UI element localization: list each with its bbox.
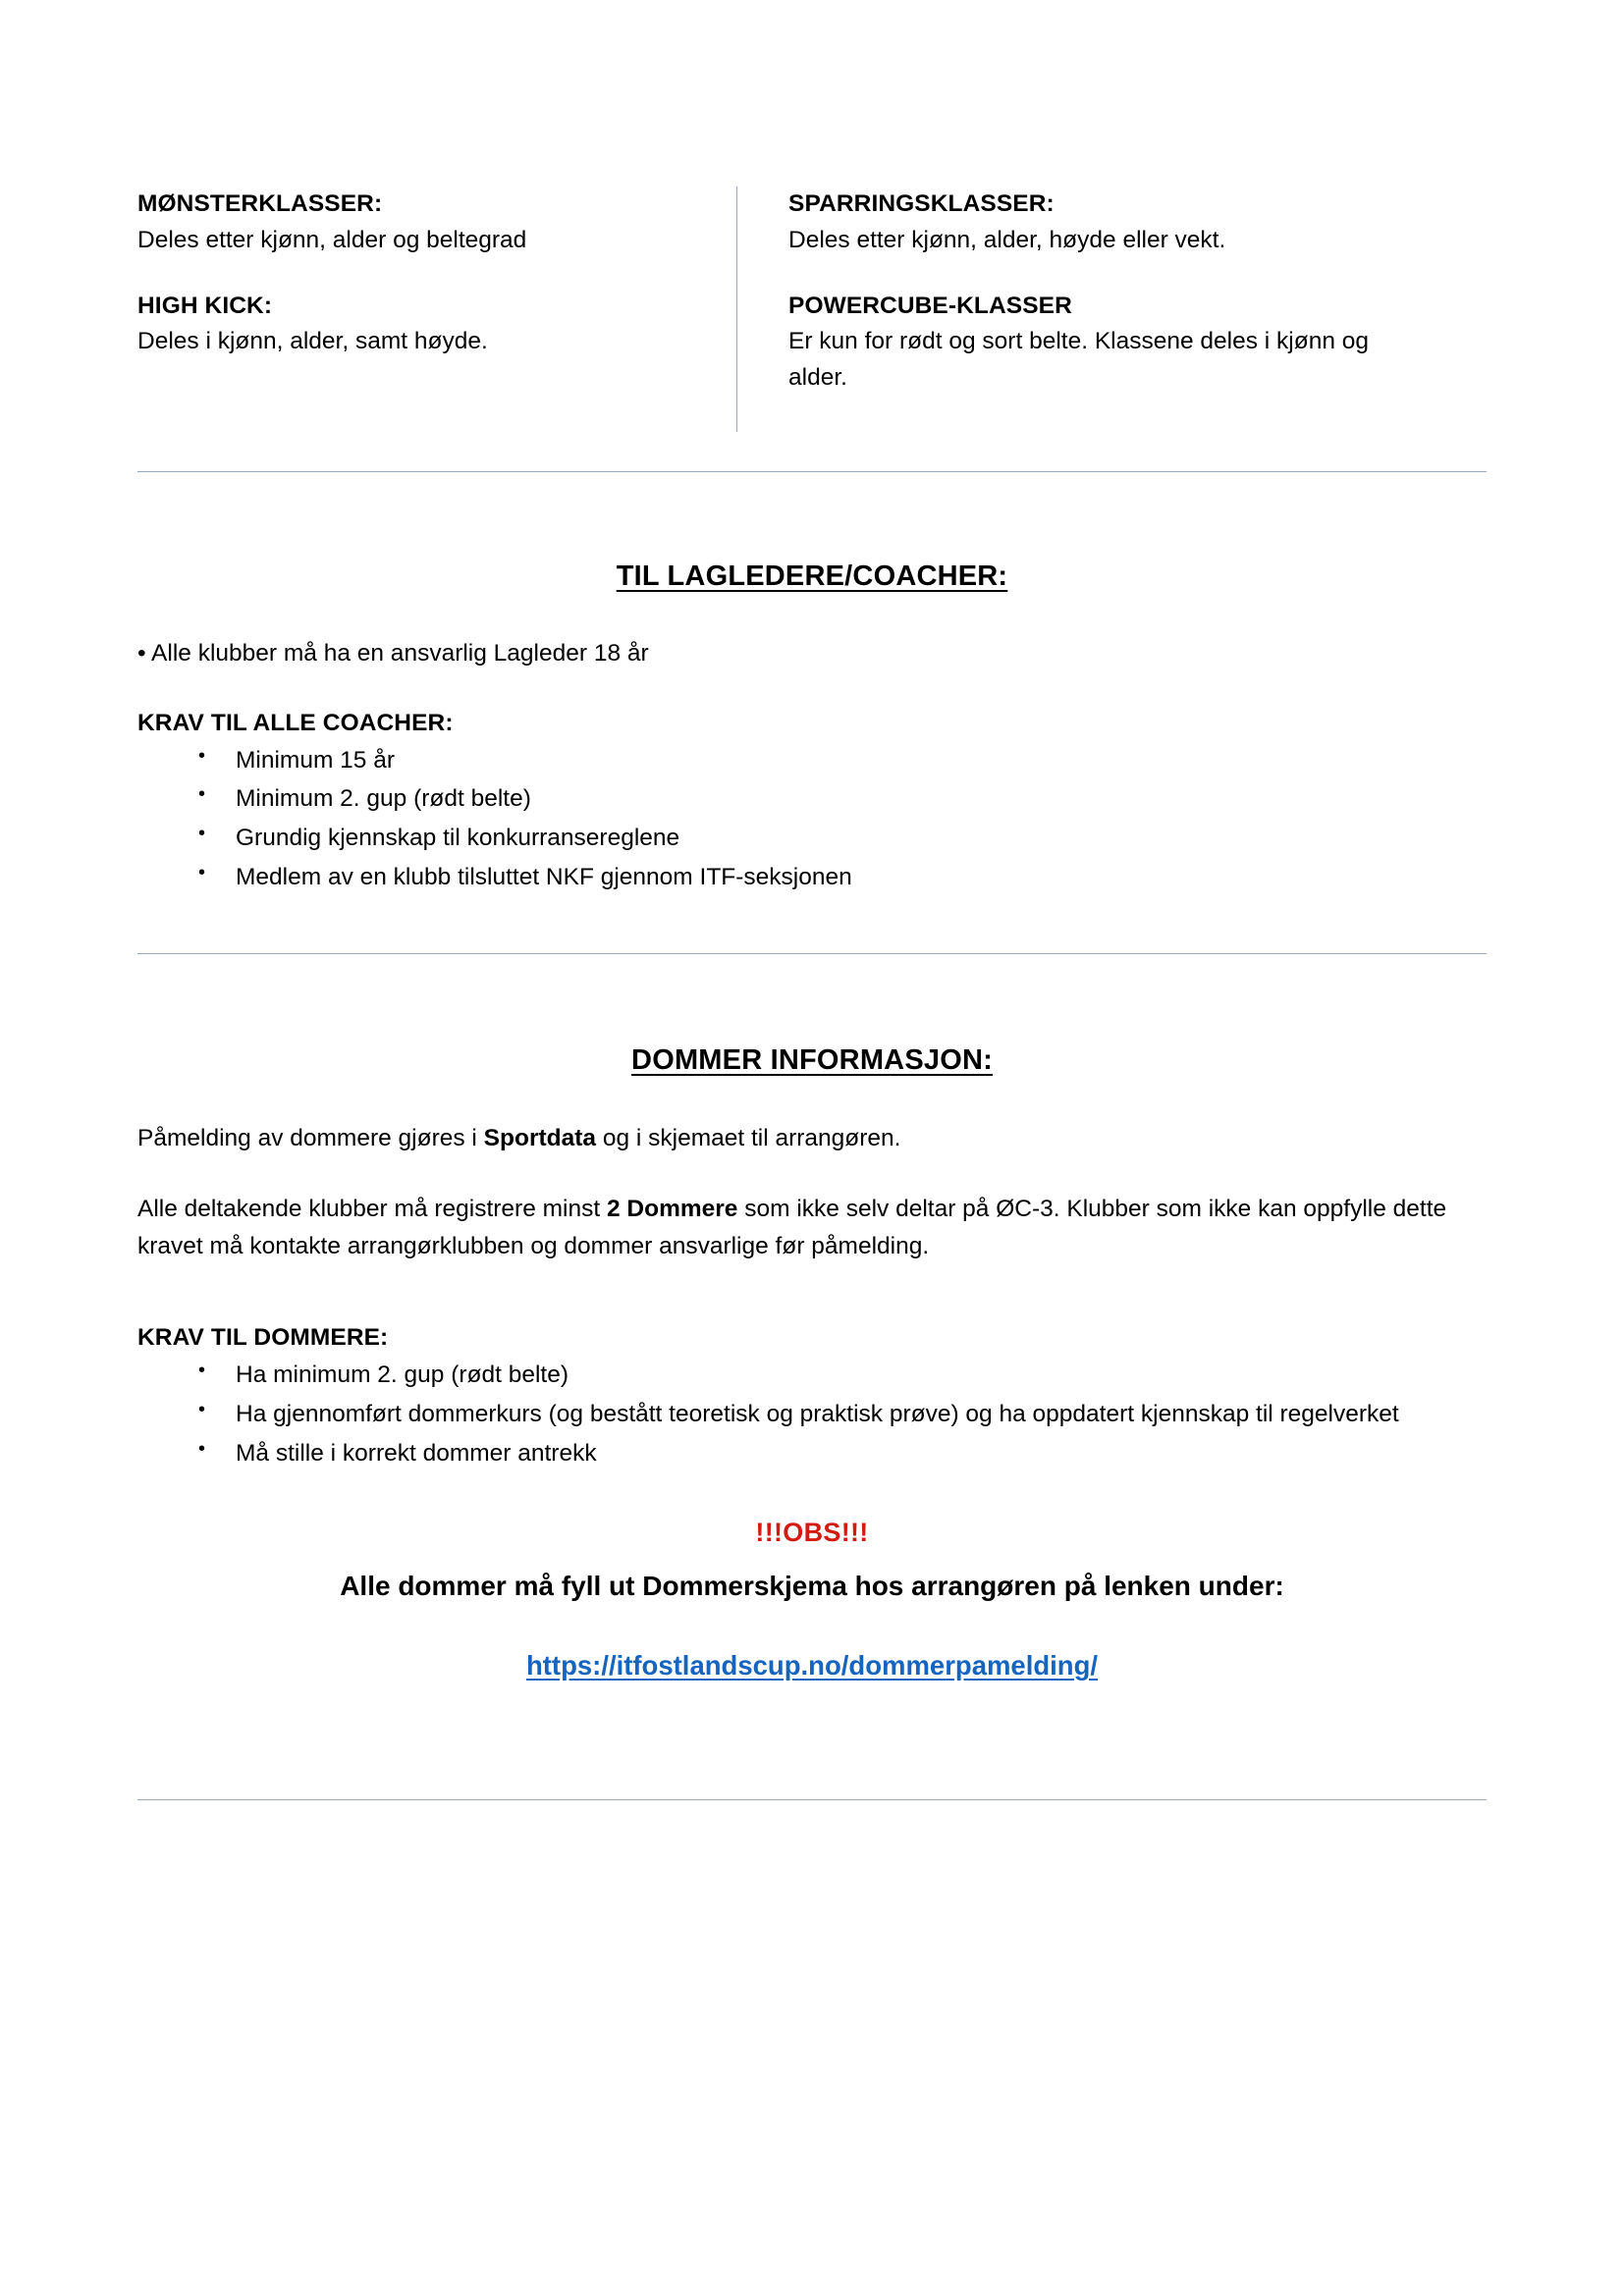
list-item: • Minimum 2. gup (rødt belte) bbox=[236, 780, 1487, 818]
monsterklasser-heading: MØNSTERKLASSER: bbox=[137, 190, 383, 217]
sparringsklasser-heading: SPARRINGSKLASSER: bbox=[788, 190, 1055, 217]
obs-subtext: Alle dommer må fyll ut Dommerskjema hos arrangøren på lenken under: bbox=[340, 1570, 1284, 1601]
coaches-requirements-heading: KRAV TIL ALLE COACHER: bbox=[137, 709, 454, 736]
coaches-requirements-list bbox=[137, 742, 1487, 897]
divider-after-classes bbox=[137, 471, 1487, 472]
obs-warning: !!!OBS!!! bbox=[755, 1517, 869, 1547]
coaches-title: TIL LAGLEDERE/COACHER: bbox=[616, 561, 1008, 592]
high-kick-heading: HIGH KICK: bbox=[137, 292, 273, 319]
referees-title: DOMMER INFORMASJON: bbox=[631, 1044, 993, 1077]
referees-requirements-heading: KRAV TIL DOMMERE: bbox=[137, 1324, 389, 1352]
referees-paragraph-1 bbox=[137, 1120, 1487, 1157]
list-item: • Medlem av en klubb tilsluttet NKF gjennom ITF-seksjonen bbox=[236, 859, 1487, 896]
sparringsklasser-text: Deles etter kjønn, alder, høyde eller vekt. bbox=[788, 226, 1226, 253]
monsterklasser-text: Deles etter kjønn, alder og beltegrad bbox=[137, 226, 527, 253]
class-group-monsterklasser bbox=[137, 187, 707, 259]
referees-para1-post: og i skjemaet til arrangøren. bbox=[596, 1125, 901, 1152]
class-group-high-kick bbox=[137, 289, 707, 361]
list-item: • Ha minimum 2. gup (rødt belte) bbox=[236, 1357, 1487, 1394]
referees-para1-pre: Påmelding av dommere gjøres i bbox=[137, 1125, 484, 1152]
list-item: • Grundig kjennskap til konkurransereglene bbox=[236, 820, 1487, 857]
powercube-text: Er kun for rødt og sort belte. Klassene deles i kjønn og alder. bbox=[788, 328, 1370, 391]
powercube-heading: POWERCUBE-KLASSER bbox=[788, 292, 1072, 319]
list-item: • Ha gjennomført dommerkurs (og bestått teoretisk og praktisk prøve) og ha oppdatert kjennskap til regelverket bbox=[236, 1396, 1487, 1433]
referee-form-link-wrapper bbox=[137, 1650, 1487, 1682]
class-group-powercube bbox=[788, 289, 1424, 397]
class-info-block bbox=[137, 187, 1487, 465]
coaches-intro-bullet: • Alle klubber må ha en ansvarlig Lagleder 18 år bbox=[137, 640, 649, 667]
divider-after-coaches bbox=[137, 953, 1487, 954]
class-column-right bbox=[736, 187, 1424, 432]
referees-para1-bold: Sportdata bbox=[483, 1125, 597, 1152]
coaches-section bbox=[137, 561, 1487, 896]
referees-para2-post: som ikke selv deltar på ØC-3. Klubber som ikke kan oppfylle dette kravet må kontakte arrangørklubben og dommer ansvarlige før påmelding. bbox=[137, 1196, 1447, 1260]
bottom-divider-wrapper bbox=[137, 1799, 1487, 1800]
divider-bottom bbox=[137, 1799, 1487, 1800]
high-kick-text: Deles i kjønn, alder, samt høyde. bbox=[137, 328, 488, 355]
referee-form-link[interactable]: https://itfostlandscup.no/dommerpamelding/ bbox=[525, 1649, 1099, 1681]
class-group-sparringsklasser bbox=[788, 187, 1424, 259]
referees-section bbox=[137, 1044, 1487, 1682]
list-item: • Må stille i korrekt dommer antrekk bbox=[236, 1435, 1487, 1472]
referees-requirements-list bbox=[137, 1357, 1487, 1472]
referees-para2-pre: Alle deltakende klubber må registrere minst bbox=[137, 1196, 607, 1223]
class-column-left bbox=[137, 187, 736, 360]
referees-para2-bold: 2 Dommere bbox=[606, 1196, 738, 1223]
list-item: • Minimum 15 år bbox=[236, 742, 1487, 779]
referees-paragraph-2 bbox=[137, 1191, 1487, 1265]
